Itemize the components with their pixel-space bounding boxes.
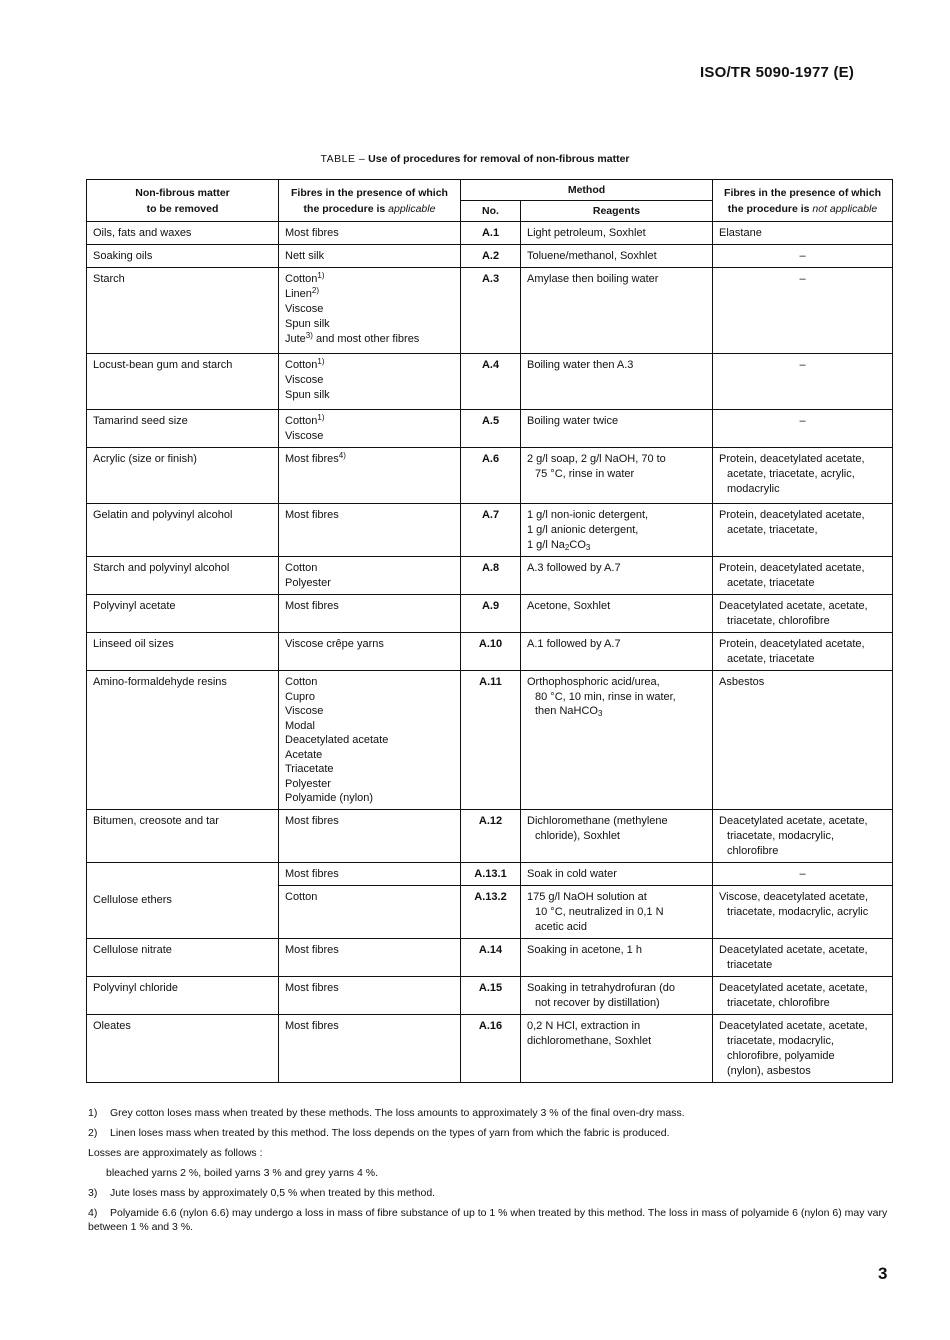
matter-cell: Soaking oils (87, 245, 279, 268)
matter-cell: Polyvinyl chloride (87, 976, 279, 1014)
matter-cell: Polyvinyl acetate (87, 595, 279, 633)
procedure-number: A.14 (461, 938, 521, 976)
matter-cell: Oils, fats and waxes (87, 222, 279, 245)
matter-cell: Oleates (87, 1014, 279, 1082)
fibres-cell: Most fibres (279, 222, 461, 245)
matter-cell: Starch (87, 268, 279, 354)
page-number: 3 (878, 1264, 888, 1283)
procedure-number: A.4 (461, 354, 521, 410)
not-applicable-cell: Protein, deacetylated acetate, acetate, triacetate (713, 633, 893, 671)
reagents-cell: Boiling water twice (521, 410, 713, 448)
not-applicable-cell: – (713, 354, 893, 410)
matter-cell: Gelatin and polyvinyl alcohol (87, 504, 279, 557)
not-applicable-cell: Deacetylated acetate, acetate, triacetate, chlorofibre (713, 595, 893, 633)
table-caption (0, 153, 950, 165)
not-applicable-cell: – (713, 410, 893, 448)
procedure-number: A.12 (461, 809, 521, 862)
footnotes (88, 1106, 892, 1240)
reagents-cell: Dichloromethane (methylene chloride), Soxhlet (521, 809, 713, 862)
reagents-cell: Soaking in tetrahydrofuran (do not recover by distillation) (521, 976, 713, 1014)
reagents-cell: A.1 followed by A.7 (521, 633, 713, 671)
fibres-cell: Cotton Cupro Viscose Modal Deacetylated acetate Acetate Triacetate Polyester Polyamide (nylon) (279, 671, 461, 810)
not-applicable-cell: Deacetylated acetate, acetate, triacetate, modacrylic, chlorofibre (713, 809, 893, 862)
procedure-number: A.13.1 (461, 862, 521, 885)
reagents-cell: Soaking in acetone, 1 h (521, 938, 713, 976)
reagents-cell: 1 g/l non-ionic detergent, 1 g/l anionic detergent, 1 g/l $Na_2CO_3$ (521, 504, 713, 557)
reagents-cell: Soak in cold water (521, 862, 713, 885)
procedure-number: A.2 (461, 245, 521, 268)
fibres-cell: Most fibres (279, 595, 461, 633)
table-caption-prefix: TABLE – (320, 153, 366, 165)
fibres-cell: Cotton$^{1)}$ Viscose (279, 410, 461, 448)
procedure-number: A.9 (461, 595, 521, 633)
reagents-cell: 0,2 N HCl, extraction in dichloromethane, Soxhlet (521, 1014, 713, 1082)
header-reagents: Reagents (521, 201, 713, 222)
table-row (87, 268, 893, 354)
procedure-number: A.13.2 (461, 885, 521, 938)
matter-cell: Amino-formaldehyde resins (87, 671, 279, 810)
not-applicable-cell: Deacetylated acetate, acetate, triacetate, modacrylic, chlorofibre, polyamide (nylon), asbestos (713, 1014, 893, 1082)
procedure-number: A.8 (461, 557, 521, 595)
fibres-cell: Cotton$^{1)}$ Viscose Spun silk (279, 354, 461, 410)
header-matter: Non-fibrous matter to be removed (87, 180, 279, 222)
fibres-cell: Most fibres (279, 1014, 461, 1082)
matter-cell: Acrylic (size or finish) (87, 448, 279, 504)
table-row (87, 595, 893, 633)
not-applicable-cell: Viscose, deacetylated acetate, triacetate, modacrylic, acrylic (713, 885, 893, 938)
not-applicable-cell: Deacetylated acetate, acetate, triacetate, chlorofibre (713, 976, 893, 1014)
procedure-number: A.1 (461, 222, 521, 245)
footnote: 2) Linen loses mass when treated by this method. The loss depends on the types of yarn from which the fabric is produced. (88, 1127, 670, 1139)
not-applicable-cell: – (713, 245, 893, 268)
footnote-continuation: Losses are approximately as follows : (88, 1147, 263, 1159)
header-method: Method (461, 180, 713, 201)
reagents-cell: Orthophosphoric acid/urea, 80 °C, 10 min, rinse in water, then NaHCO$_3$ (521, 671, 713, 810)
procedure-number: A.6 (461, 448, 521, 504)
matter-cell: Cellulose ethers (87, 862, 279, 938)
header-applicable: Fibres in the presence of which the procedure is applicable (279, 180, 461, 222)
fibres-cell: Nett silk (279, 245, 461, 268)
matter-cell: Bitumen, creosote and tar (87, 809, 279, 862)
not-applicable-cell: Protein, deacetylated acetate, acetate, triacetate, acrylic, modacrylic (713, 448, 893, 504)
fibres-cell: Most fibres (279, 976, 461, 1014)
fibres-cell: Cotton$^{1)}$ Linen$^{2)}$ Viscose Spun silk Jute$^{3)}$ and most other fibres (279, 268, 461, 354)
removal-procedures-table (86, 179, 893, 1083)
reagents-cell: Light petroleum, Soxhlet (521, 222, 713, 245)
fibres-cell: Viscose crêpe yarns (279, 633, 461, 671)
table-row (87, 938, 893, 976)
reagents-cell: A.3 followed by A.7 (521, 557, 713, 595)
footnote: 4) Polyamide 6.6 (nylon 6.6) may undergo a loss in mass of fibre substance of up to 1 % when treated by this method. The loss in mass of polyamide 6 (nylon 6) may vary between 1 % and 3 %. (88, 1207, 888, 1233)
reagents-cell: Acetone, Soxhlet (521, 595, 713, 633)
matter-cell: Tamarind seed size (87, 410, 279, 448)
not-applicable-cell: Deacetylated acetate, acetate, triacetate (713, 938, 893, 976)
not-applicable-cell: Asbestos (713, 671, 893, 810)
procedure-number: A.7 (461, 504, 521, 557)
matter-cell: Linseed oil sizes (87, 633, 279, 671)
not-applicable-cell: Elastane (713, 222, 893, 245)
table-row (87, 976, 893, 1014)
procedure-number: A.16 (461, 1014, 521, 1082)
fibres-cell: Most fibres (279, 809, 461, 862)
table-row (87, 354, 893, 410)
fibres-cell: Cotton (279, 885, 461, 938)
footnote: 3) Jute loses mass by approximately 0,5 % when treated by this method. (88, 1187, 436, 1199)
not-applicable-cell: – (713, 862, 893, 885)
table-row (87, 557, 893, 595)
table-row (87, 410, 893, 448)
reagents-cell: 2 g/l soap, 2 g/l NaOH, 70 to 75 °C, rinse in water (521, 448, 713, 504)
header-row-1 (87, 180, 893, 201)
table-row (87, 448, 893, 504)
footnote: 1) Grey cotton loses mass when treated by these methods. The loss amounts to approximately 3 % of the final oven-dry mass. (88, 1107, 685, 1119)
reagents-cell: Boiling water then A.3 (521, 354, 713, 410)
table-row (87, 671, 893, 810)
procedure-number: A.3 (461, 268, 521, 354)
footnote-continuation: bleached yarns 2 %, boiled yarns 3 % and grey yarns 4 %. (106, 1167, 378, 1179)
reagents-cell: Amylase then boiling water (521, 268, 713, 354)
reagents-cell: Toluene/methanol, Soxhlet (521, 245, 713, 268)
table-row (87, 809, 893, 862)
standard-identifier: ISO/TR 5090-1977 (E) (700, 64, 855, 81)
procedure-number: A.11 (461, 671, 521, 810)
table-row (87, 245, 893, 268)
reagents-cell: 175 g/l NaOH solution at 10 °C, neutralized in 0,1 N acetic acid (521, 885, 713, 938)
header-not-applicable: Fibres in the presence of which the procedure is not applicable (713, 180, 893, 222)
not-applicable-cell: Protein, deacetylated acetate, acetate, triacetate (713, 557, 893, 595)
fibres-cell: Most fibres (279, 862, 461, 885)
matter-cell: Locust-bean gum and starch (87, 354, 279, 410)
table-row (87, 862, 893, 885)
table-row (87, 504, 893, 557)
fibres-cell: Most fibres (279, 504, 461, 557)
matter-cell: Starch and polyvinyl alcohol (87, 557, 279, 595)
fibres-cell: Most fibres (279, 938, 461, 976)
fibres-cell: Cotton Polyester (279, 557, 461, 595)
procedure-number: A.10 (461, 633, 521, 671)
table-caption-title: Use of procedures for removal of non-fibrous matter (368, 153, 630, 165)
procedure-number: A.15 (461, 976, 521, 1014)
procedure-number: A.5 (461, 410, 521, 448)
table-row (87, 633, 893, 671)
not-applicable-cell: – (713, 268, 893, 354)
matter-cell: Cellulose nitrate (87, 938, 279, 976)
table-row (87, 1014, 893, 1082)
not-applicable-cell: Protein, deacetylated acetate, acetate, triacetate, (713, 504, 893, 557)
header-no: No. (461, 201, 521, 222)
table-row (87, 222, 893, 245)
fibres-cell: Most fibres$^{4)}$ (279, 448, 461, 504)
